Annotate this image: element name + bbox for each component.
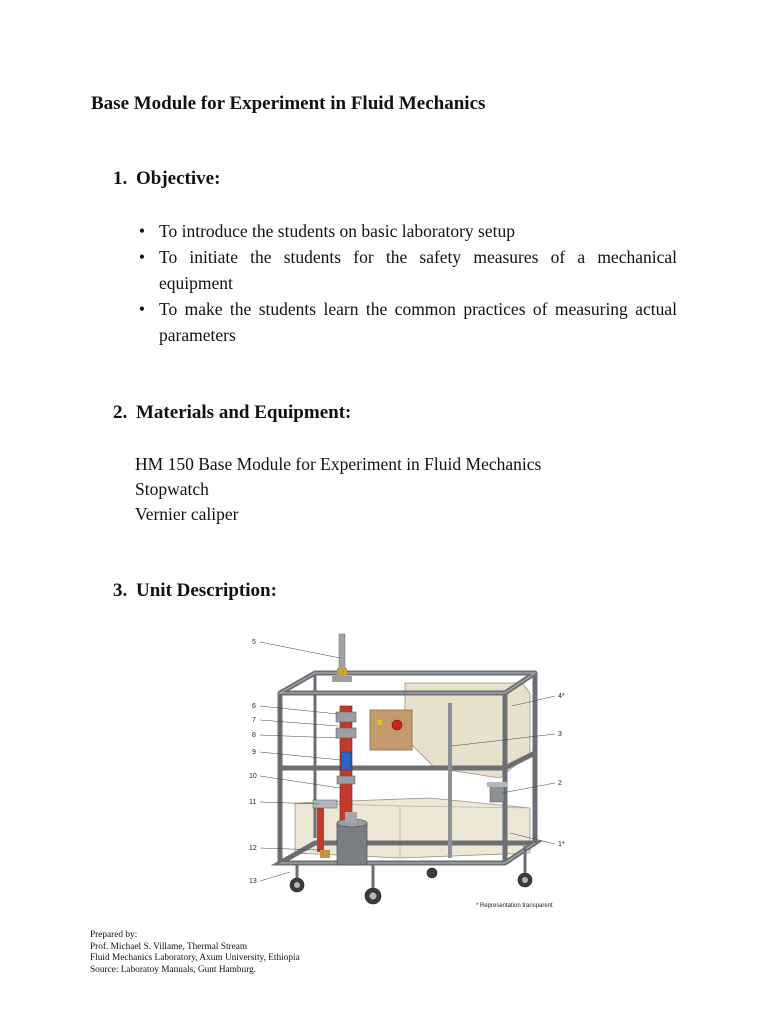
footer-credits	[90, 930, 300, 976]
callout-label: 2	[558, 780, 562, 787]
callout-label: 5	[252, 639, 256, 646]
figure-note: * Representation transparent	[476, 903, 553, 909]
objective-list	[135, 218, 677, 348]
bullet-icon: •	[138, 299, 146, 319]
list-item-text: To initiate the students for the safety measures of a mechanical equipment	[159, 247, 677, 293]
list-item	[135, 218, 677, 244]
equipment-figure	[240, 628, 580, 913]
footer-line: Source: Laboratoy Manuals, Gunt Hamburg.	[90, 964, 257, 975]
pump	[337, 823, 367, 865]
section-number: 1.	[113, 168, 128, 189]
list-item: HM 150 Base Module for Experiment in Fluid Mechanics	[135, 454, 542, 474]
list-item-text: To introduce the students on basic laboratory setup	[159, 221, 515, 241]
list-item	[135, 244, 677, 296]
section-heading-materials	[113, 402, 351, 424]
emergency-stop-icon	[392, 720, 402, 730]
casters	[290, 868, 532, 904]
bullet-icon: •	[138, 221, 146, 241]
callout-label: 6	[252, 703, 256, 710]
flow-valve-icon	[341, 752, 351, 770]
bullet-icon: •	[138, 247, 146, 267]
callout-label: 11	[249, 799, 257, 806]
callout-label: 9	[252, 749, 256, 756]
list-item-text: To make the students learn the common practices of measuring actual parameters	[159, 299, 677, 345]
section-title: Materials and Equipment:	[136, 402, 352, 423]
callout-label: 1*	[558, 841, 565, 848]
callout-label: 3	[558, 731, 562, 738]
document-title: Base Module for Experiment in Fluid Mechanics	[91, 93, 486, 114]
callout-label: 10	[249, 773, 257, 780]
footer-line: Prepared by:	[90, 930, 138, 940]
callout-label: 7	[252, 717, 256, 724]
footer-line: Fluid Mechanics Laboratory, Axum University, Ethiopia	[90, 953, 300, 963]
section-title: Objective:	[136, 168, 221, 189]
callout-label: 4*	[558, 693, 565, 700]
list-item	[135, 296, 677, 348]
section-heading-objective	[113, 168, 220, 190]
equipment-illustration	[240, 628, 580, 913]
footer-line: Prof. Michael S. Villame, Thermal Stream	[90, 941, 248, 952]
section-number: 3.	[113, 580, 128, 601]
section-number: 2.	[113, 402, 128, 423]
callout-label: 12	[249, 845, 257, 852]
section-title: Unit Description:	[136, 580, 277, 601]
equipment-list	[135, 452, 541, 527]
section-heading-unit-description	[113, 580, 277, 602]
list-item: Vernier caliper	[135, 504, 239, 524]
control-box	[370, 710, 412, 750]
list-item: Stopwatch	[135, 479, 209, 499]
callout-label: 13	[249, 878, 257, 885]
callout-label: 8	[252, 732, 256, 739]
